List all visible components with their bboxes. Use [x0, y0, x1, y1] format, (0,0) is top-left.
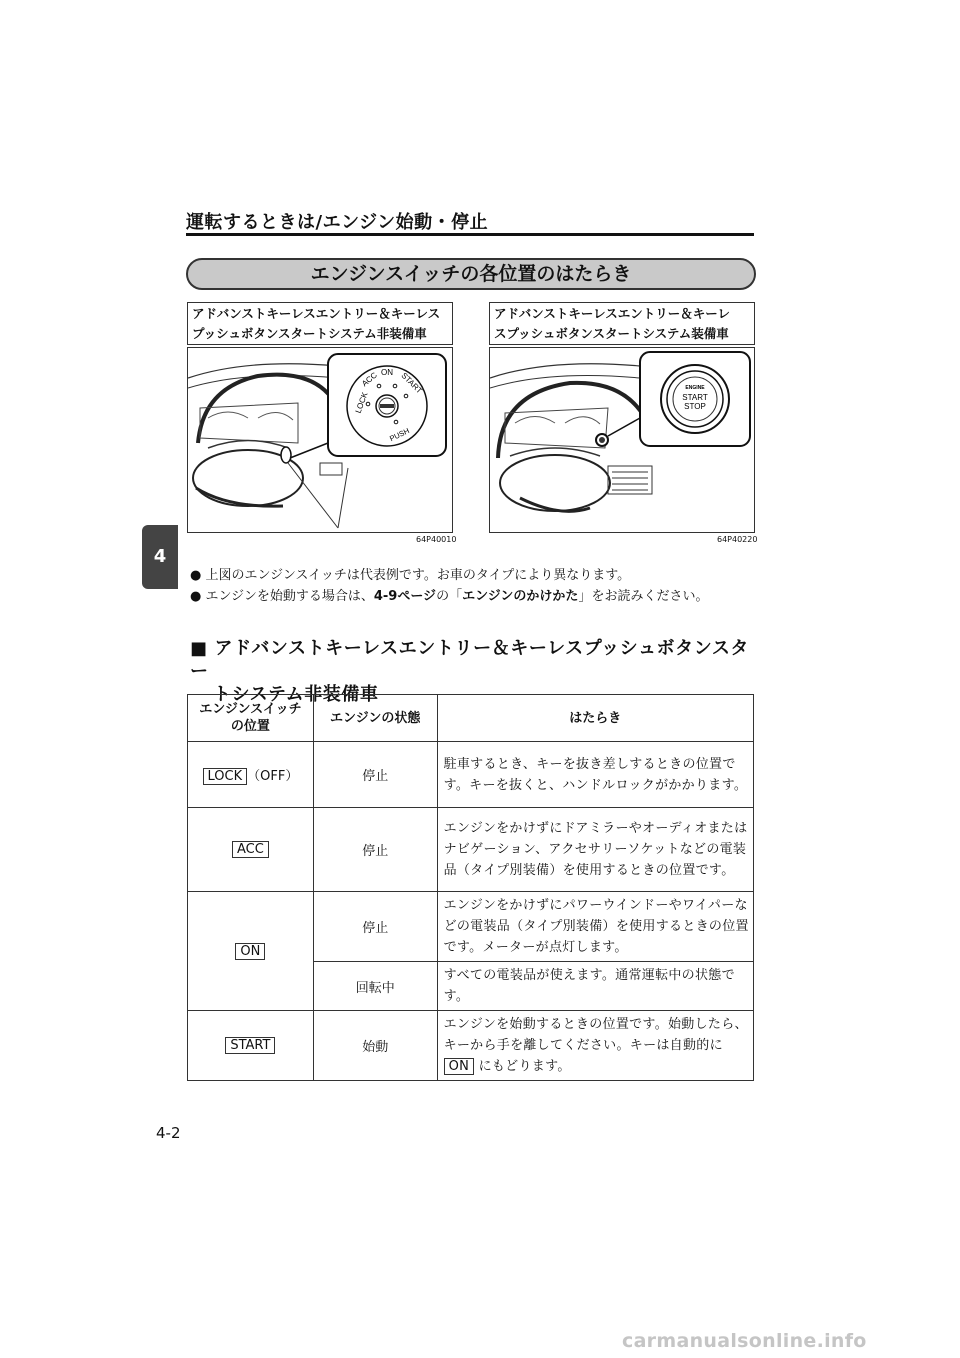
column-header-function: はたらき: [437, 695, 753, 742]
engine-switch-position-table: [187, 694, 754, 1081]
caption-line: スプッシュボタンスタートシステム装備車: [494, 326, 729, 341]
subsection-heading-line: トシステム非装備車: [213, 684, 379, 705]
engine-state-cell: 停止: [313, 808, 437, 892]
section-title: 運転するときは/エンジン始動・停止: [186, 212, 489, 233]
switch-label-lock: LOCK: [353, 390, 370, 415]
position-cell: [188, 1011, 314, 1081]
function-cell: [437, 1011, 753, 1081]
table-header-row: [188, 695, 754, 742]
switch-label-push: PUSH: [388, 426, 411, 444]
function-cell: 駐車するとき、キーを抜き差しするときの位置です。キーを抜くと、ハンドルロックがかかります。: [437, 742, 753, 808]
header-line: エンジンスイッチ: [199, 702, 302, 717]
subsection-heading-line: アドバンストキーレスエントリー＆キーレスプッシュボタンスター: [190, 638, 750, 682]
column-header-state: エンジンの状態: [313, 695, 437, 742]
function-text: にもどります。: [478, 1059, 571, 1074]
function-cell: エンジンをかけずにドアミラーやオーディオまたはナビゲーション、アクセサリーソケットなどの電装品（タイプ別装備）を使用するときの位置です。: [437, 808, 753, 892]
table-row: [188, 892, 754, 962]
note: [190, 587, 708, 606]
table-row: [188, 742, 754, 808]
steering-wheel-key-switch-drawing: [188, 348, 452, 532]
switch-position-key: ON: [235, 943, 265, 960]
function-text: エンジンを始動するときの位置です。始動したら、キーから手を離してください。キーは自動的に: [443, 1017, 748, 1053]
header-line: の位置: [230, 719, 270, 734]
page-number: 4-2: [156, 1124, 181, 1142]
position-cell: [188, 808, 314, 892]
column-header-position: [188, 695, 314, 742]
page-reference-link[interactable]: 4-9ページ: [373, 589, 437, 604]
watermark[interactable]: carmanualsonline.info: [622, 1330, 867, 1352]
button-label-stop: STOP: [684, 402, 706, 411]
push-button-start-illustration: [489, 347, 755, 533]
section-divider: [186, 233, 754, 236]
switch-position-key: ACC: [232, 841, 269, 858]
caption-line: プッシュボタンスタートシステム非装備車: [192, 326, 427, 341]
caption-line: アドバンストキーレスエントリー＆キーレ: [494, 306, 731, 321]
note-text: ● エンジンを始動する場合は、: [190, 589, 374, 604]
position-cell: [188, 892, 314, 1011]
position-cell: [188, 742, 314, 808]
steering-wheel-start-button-drawing: [490, 348, 754, 532]
figure-caption-right: [489, 302, 755, 345]
chapter-tab[interactable]: 4: [142, 525, 178, 589]
function-cell: すべての電装品が使えます。通常運転中の状態です。: [437, 962, 753, 1011]
engine-state-cell: 停止: [313, 742, 437, 808]
engine-state-cell: 停止: [313, 892, 437, 962]
function-cell: エンジンをかけずにパワーウインドーやワイパーなどの電装品（タイプ別装備）を使用するときの位置です。メーターが点灯します。: [437, 892, 753, 962]
note-text: の「: [436, 589, 463, 604]
figure-caption-left: [187, 302, 453, 345]
switch-position-key: LOCK: [203, 768, 248, 785]
section-reference-link[interactable]: エンジンのかけかた: [462, 589, 579, 604]
note-text: 」をお読みください。: [578, 589, 709, 604]
engine-state-cell: 始動: [313, 1011, 437, 1081]
switch-label-start: START: [399, 370, 424, 396]
engine-state-cell: 回転中: [313, 962, 437, 1011]
switch-position-key: ON: [444, 1058, 475, 1075]
switch-label-on: ON: [381, 368, 393, 377]
note: ● 上図のエンジンスイッチは代表例です。お車のタイプにより異なります。: [190, 568, 631, 583]
switch-label-acc: ACC: [360, 370, 379, 389]
page-banner-title: エンジンスイッチの各位置のはたらき: [186, 258, 756, 290]
position-suffix: （OFF）: [247, 768, 299, 784]
table-row: [188, 808, 754, 892]
subsection-bullet-icon: ■: [190, 638, 208, 659]
switch-position-key: START: [225, 1037, 275, 1054]
button-label-start: START: [682, 393, 708, 402]
button-label-engine: ENGINE: [685, 385, 705, 391]
ignition-key-switch-illustration: [187, 347, 453, 533]
caption-line: アドバンストキーレスエントリー＆キーレス: [192, 306, 441, 321]
table-row: [188, 1011, 754, 1081]
figure-code: 64P40220: [717, 535, 758, 544]
figure-code: 64P40010: [416, 535, 457, 544]
